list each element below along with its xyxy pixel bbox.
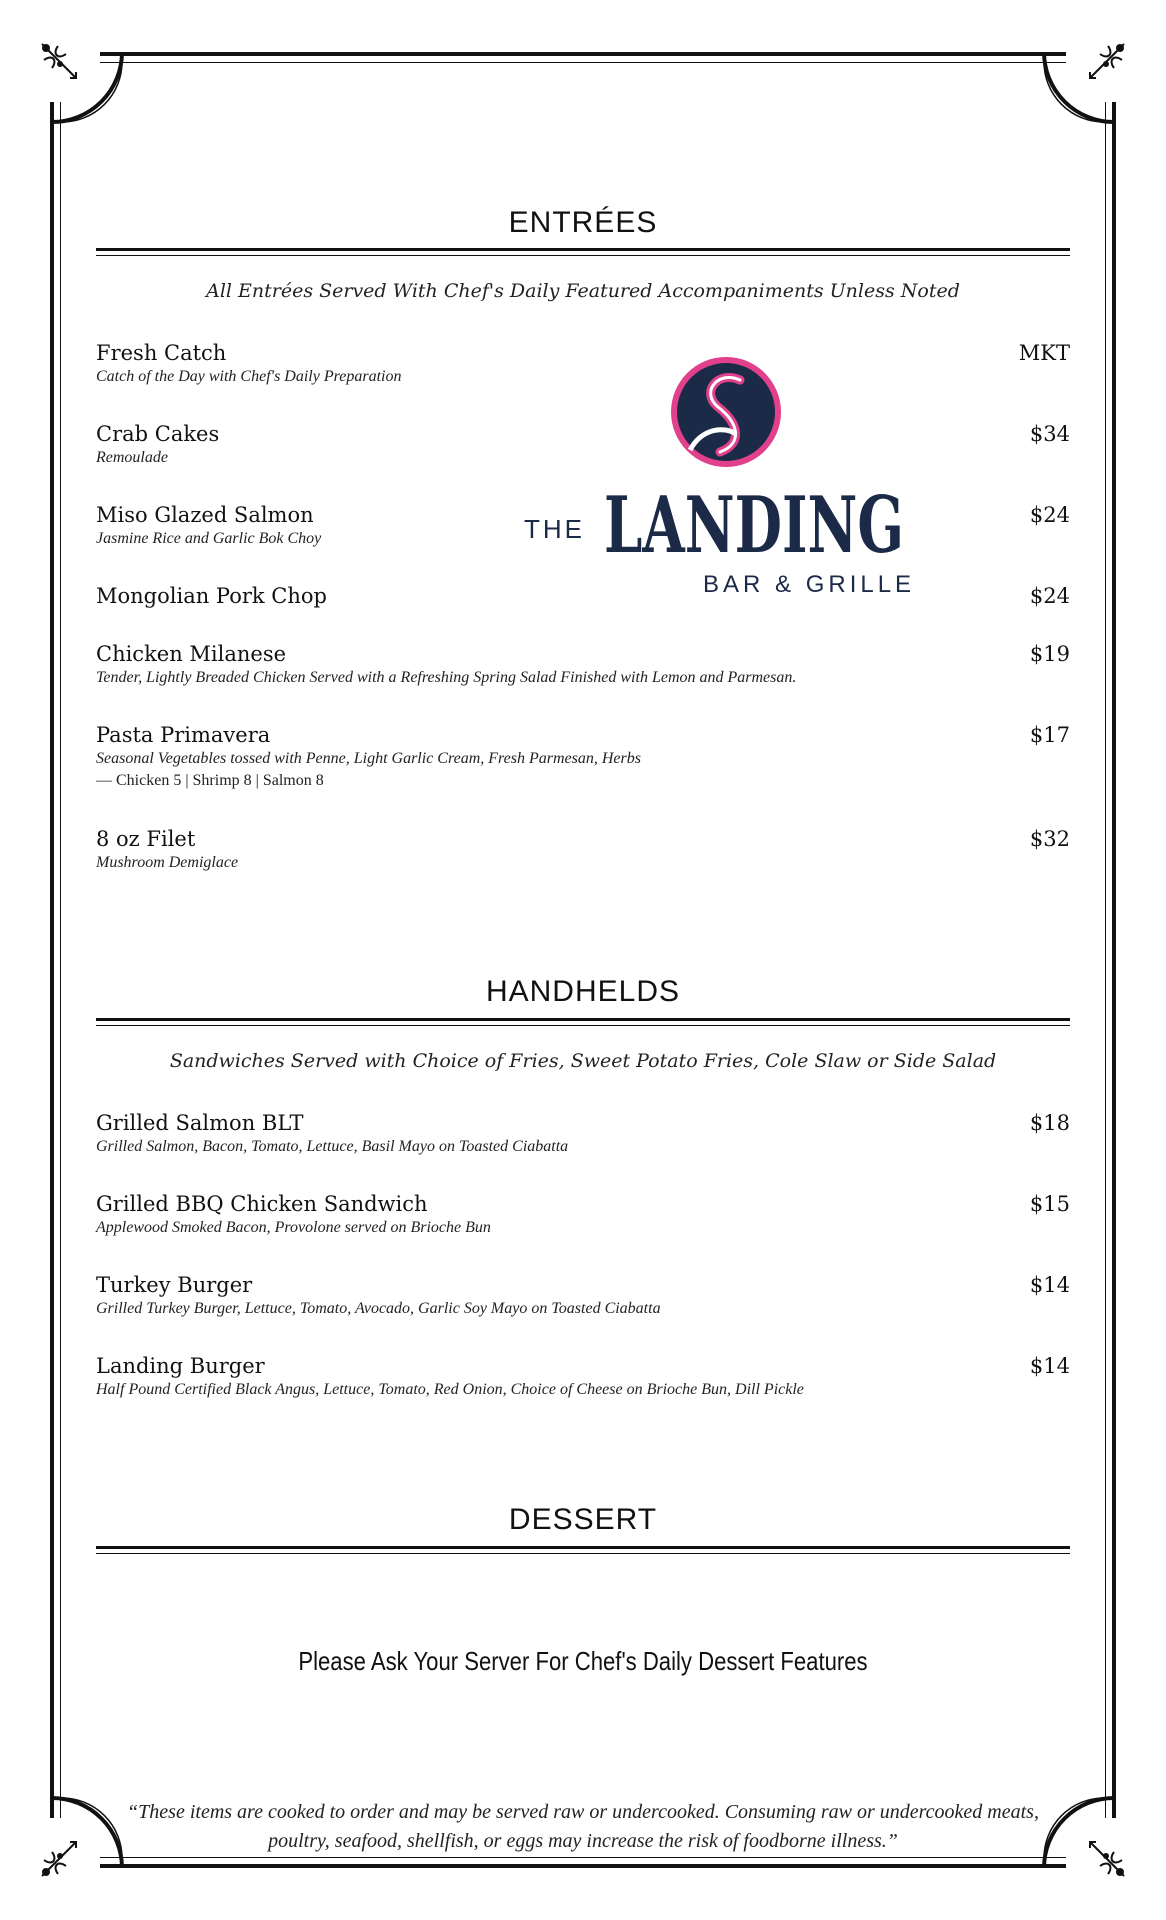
item-price: MKT	[1018, 341, 1070, 365]
the-landing-logo	[478, 352, 928, 602]
section-rule	[96, 248, 1070, 256]
menu-item	[96, 1191, 1070, 1239]
item-description: Applewood Smoked Bacon, Provolone served on Brioche Bun	[96, 1219, 491, 1236]
menu-item	[96, 1272, 1070, 1320]
floral-corner-icon	[1084, 1836, 1130, 1882]
item-description: Tender, Lightly Breaded Chicken Served with a Refreshing Spring Salad Finished with Lemon and Parmesan.	[96, 669, 797, 686]
section-title-dessert: DESSERT	[508, 1503, 658, 1536]
floral-corner-icon	[1084, 38, 1130, 84]
item-description: Jasmine Rice and Garlic Bok Choy	[96, 530, 322, 547]
menu-item	[96, 722, 1070, 792]
item-name: Turkey Burger	[96, 1273, 253, 1297]
item-name: Pasta Primavera	[96, 723, 271, 747]
item-description: Seasonal Vegetables tossed with Penne, Light Garlic Cream, Fresh Parmesan, Herbs	[96, 750, 641, 767]
item-price: $15	[1029, 1192, 1070, 1216]
item-name: Grilled BBQ Chicken Sandwich	[96, 1192, 428, 1216]
item-price: $32	[1029, 827, 1070, 851]
logo-name: LANDING	[604, 480, 904, 571]
dessert-note: Please Ask Your Server For Chef's Daily Dessert Features	[298, 1646, 868, 1676]
floral-corner-icon	[36, 38, 82, 84]
item-price: $34	[1029, 422, 1070, 446]
item-price: $14	[1029, 1273, 1070, 1297]
section-rule	[96, 1018, 1070, 1026]
logo-subtitle: BAR & GRILLE	[703, 571, 916, 598]
item-price: $24	[1029, 584, 1070, 608]
section-note-entrees: All Entrées Served With Chef's Daily Featured Accompaniments Unless Noted	[206, 280, 960, 302]
section-note-handhelds: Sandwiches Served with Choice of Fries, Sweet Potato Fries, Cole Slaw or Side Salad	[169, 1050, 997, 1072]
item-description: Half Pound Certified Black Angus, Lettuce, Tomato, Red Onion, Choice of Cheese on Brioche Bun, Dill Pickle	[96, 1381, 804, 1398]
item-price: $14	[1029, 1354, 1070, 1378]
item-name: Grilled Salmon BLT	[96, 1111, 304, 1135]
item-name: Miso Glazed Salmon	[96, 503, 314, 527]
menu-item	[96, 641, 1070, 689]
menu-item	[96, 1110, 1070, 1158]
item-addons: — Chicken 5 | Shrimp 8 | Salmon 8	[96, 772, 324, 789]
menu-item	[96, 826, 1070, 874]
item-price: $17	[1029, 723, 1070, 747]
section-title-entrees: ENTRÉES	[508, 206, 658, 239]
item-name: Fresh Catch	[96, 341, 227, 365]
item-name: Landing Burger	[96, 1354, 265, 1378]
logo-the: THE	[524, 514, 585, 544]
item-name: Mongolian Pork Chop	[96, 584, 327, 608]
item-description: Mushroom Demiglace	[96, 854, 239, 871]
item-name: Chicken Milanese	[96, 642, 287, 666]
floral-corner-icon	[36, 1836, 82, 1882]
section-rule	[96, 1546, 1070, 1554]
food-safety-disclaimer: “These items are cooked to order and may be served raw or undercooked. Consuming raw or undercooked meats, poultry, seafood, shellfish, or eggs may increase the risk of foodborne illness.”	[127, 1801, 1039, 1852]
item-name: 8 oz Filet	[96, 827, 196, 851]
item-description: Grilled Salmon, Bacon, Tomato, Lettuce, Basil Mayo on Toasted Ciabatta	[96, 1138, 569, 1155]
section-title-handhelds: HANDHELDS	[485, 975, 681, 1008]
item-description: Grilled Turkey Burger, Lettuce, Tomato, Avocado, Garlic Soy Mayo on Toasted Ciabatta	[96, 1300, 661, 1317]
menu-item	[96, 1353, 1070, 1401]
item-price: $19	[1029, 642, 1070, 666]
item-price: $18	[1029, 1111, 1070, 1135]
item-description: Catch of the Day with Chef's Daily Preparation	[96, 368, 402, 385]
item-description: Remoulade	[96, 449, 168, 466]
item-price: $24	[1029, 503, 1070, 527]
item-name: Crab Cakes	[96, 422, 220, 446]
